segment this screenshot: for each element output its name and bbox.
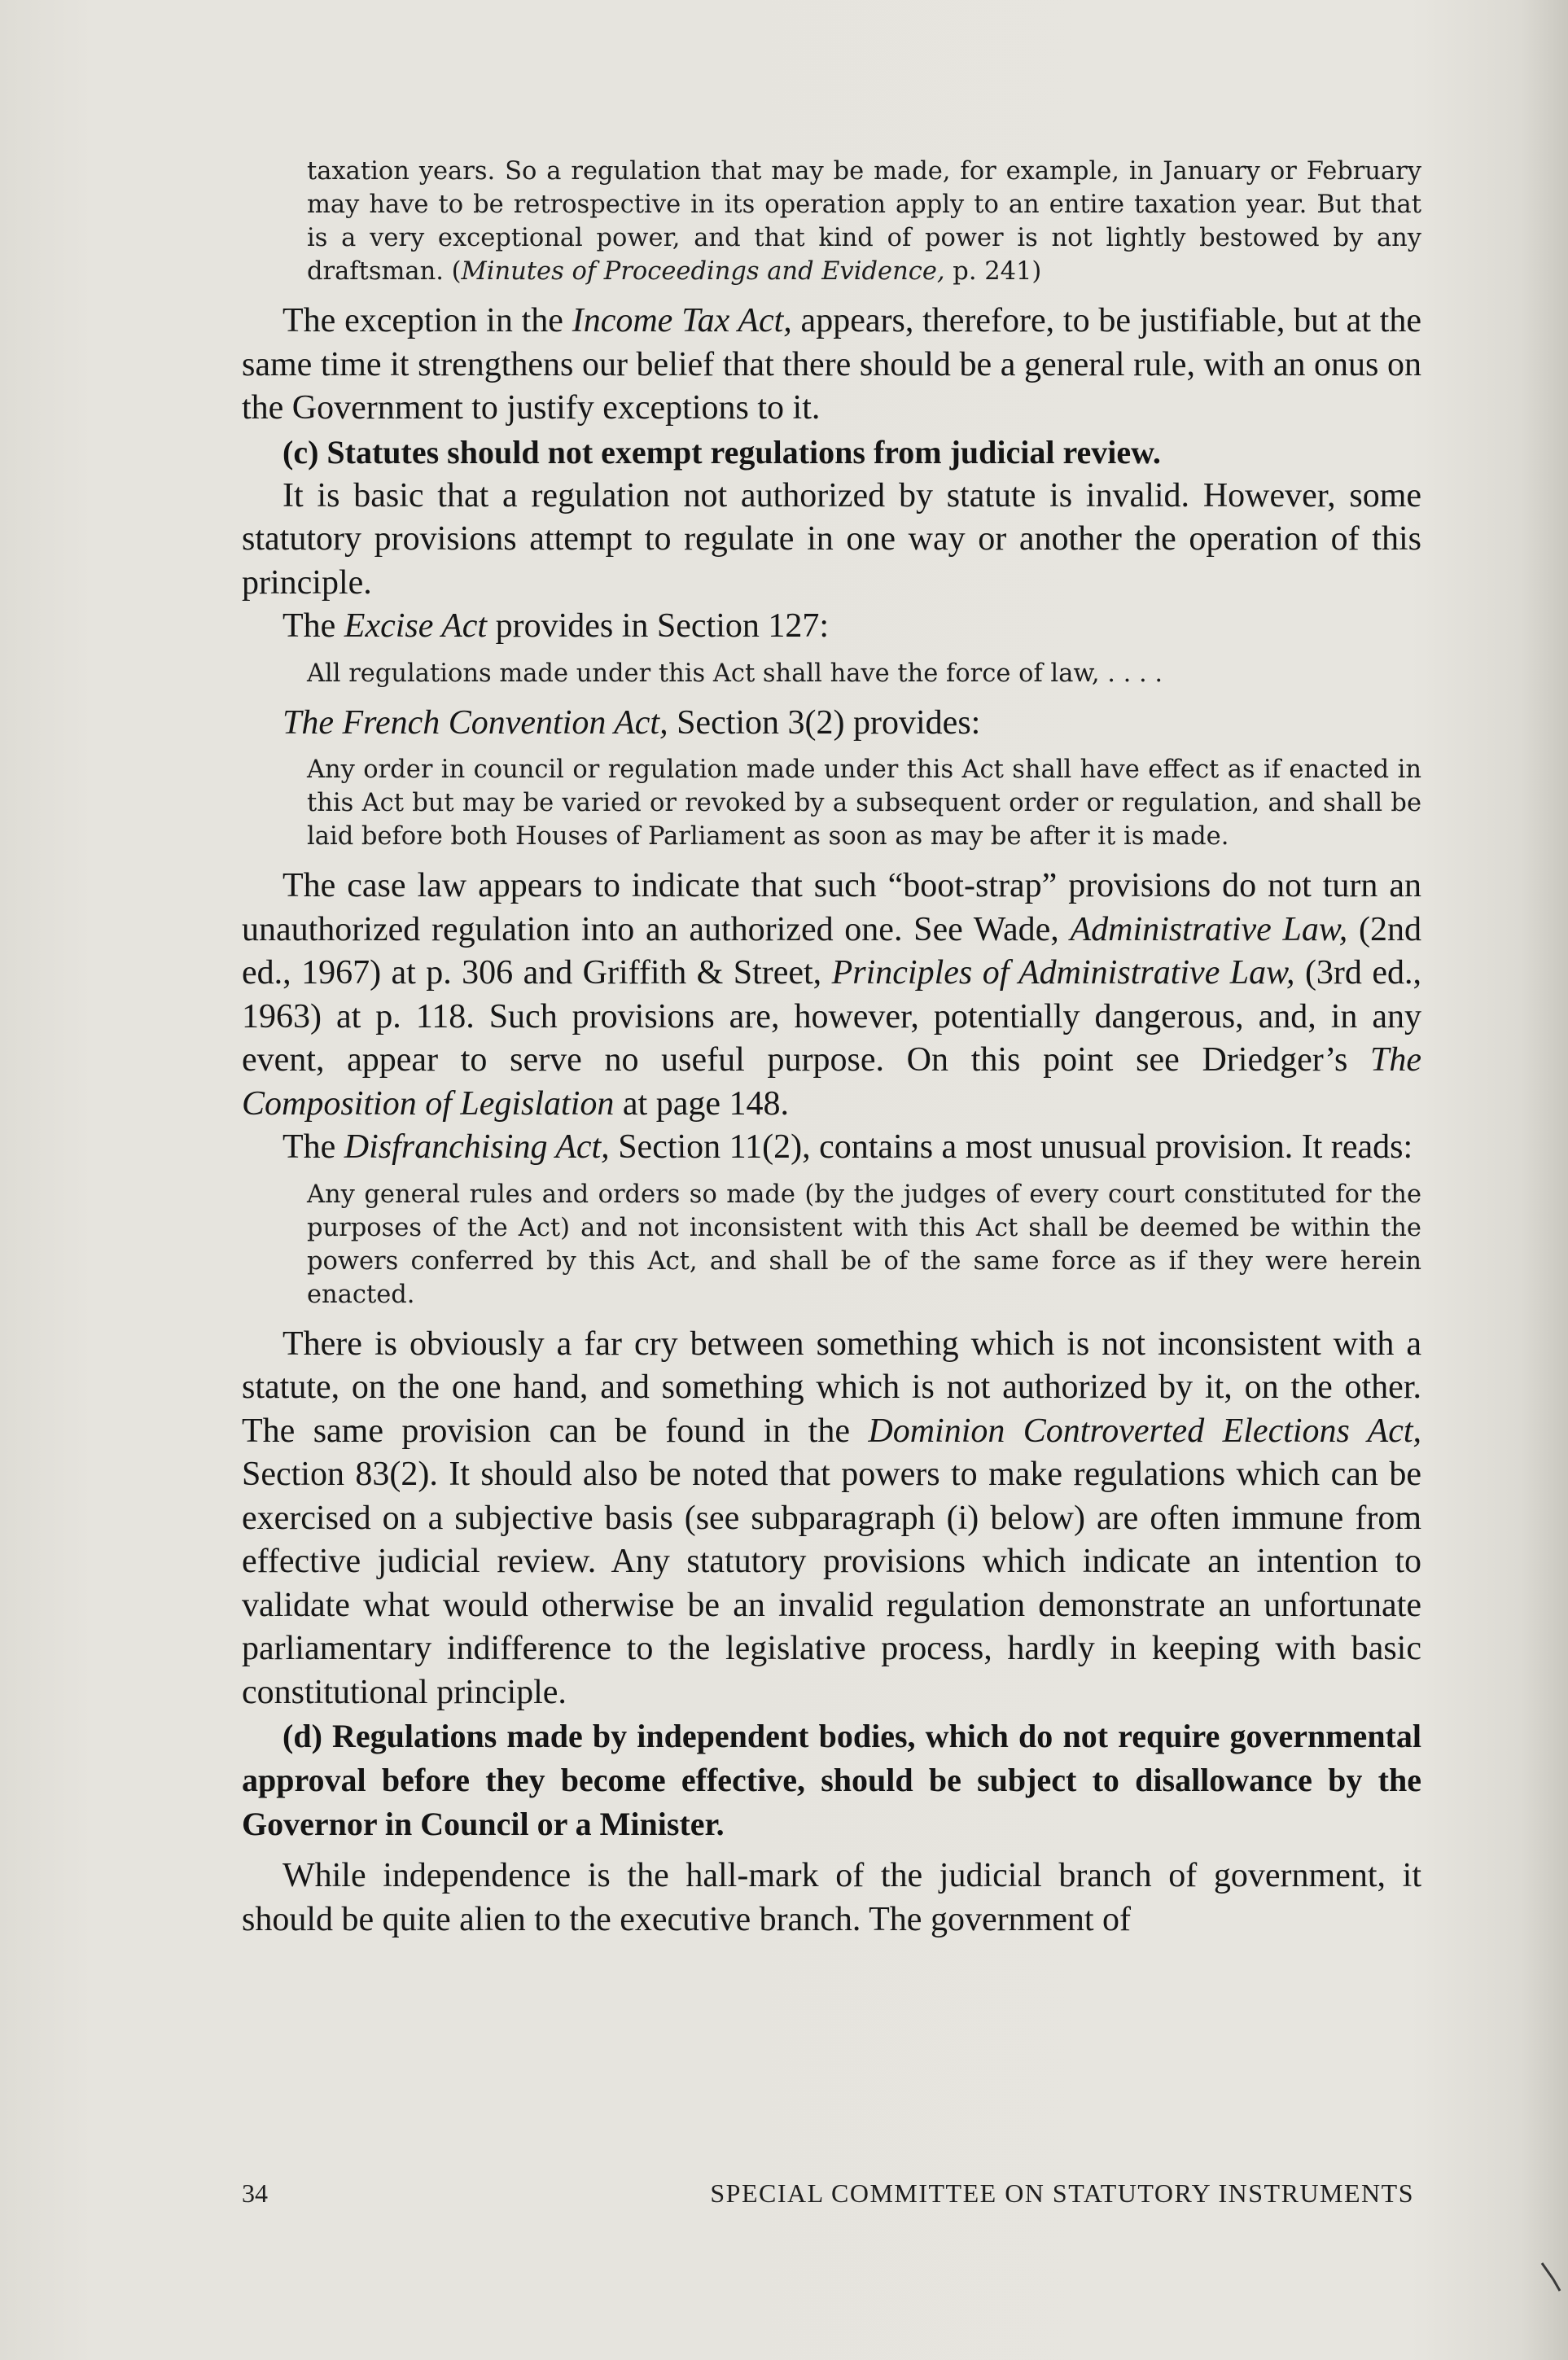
section-heading-c: (c) Statutes should not exempt regulations from judicial review. [283,433,1161,471]
paragraph: The case law appears to indicate that such “boot-strap” provisions do not turn an unauthorized regulation into an authorized one. See Wade, Administrative Law, (2nd ed., 1967) at p. 306 and Griffith & Street, Principles of Administrative Law, (3rd ed., 1963) at p. 118. Such provisions are, however, potentially dangerous, and, in any event, appear to serve no useful purpose. On this point see Driedger’s The Composition of Legislation at page 148. [242,867,1421,1123]
paragraph: The Disfranchising Act, Section 11(2), contains a most unusual provision. It reads: [283,1128,1413,1166]
paragraph: While independence is the hall-mark of the judicial branch of government, it should be quite alien to the executive branch. The government of [242,1857,1421,1938]
paragraph: There is obviously a far cry between something which is not inconsistent with a statute, on the one hand, and something which is not authorized by it, on the other. The same provision can be found in the Dominion Controverted Elections Act, Section 83(2). It should also be noted that powers to make regulations which can be exercised on a subjective basis (see subparagraph (i) below) are often immune from effective judicial review. Any statutory provisions which indicate an intention to validate what would otherwise be an invalid regulation demonstrate an unfortunate parliamentary indifference to the legislative process, hardly in keeping with basic constitutional principle. [242,1324,1422,1711]
quotation-block: Any general rules and orders so made (by the judges of every court constituted for the purposes of the Act) and not inconsistent with this Act shall be deemed be within the powers conferred by this Act, and shall be of the same force as if they were herein enacted. [307,1180,1421,1309]
page-number: 34 [242,2178,268,2208]
page-body [242,155,1421,1942]
page-edge-mark [1535,2255,1568,2304]
quotation-block: All regulations made under this Act shall have the force of law, . . . . [307,659,1163,688]
paragraph: The French Convention Act, Section 3(2) provides: [283,703,981,742]
quotation-block: Any order in council or regulation made under this Act shall have effect as if enacted in this Act but may be varied or revoked by a subsequent order or regulation, and shall be laid before both Houses of Parliament as soon as may be after it is made. [307,755,1421,851]
quotation-block: taxation years. So a regulation that may be made, for example, in January or February may have to be retrospective in its operation apply to an entire taxation year. But that is a very exceptional power, and that kind of power is not lightly bestowed by any draftsman. (Minutes of Proceedings and Evidence, p. 241) [307,157,1421,286]
running-footer-title: SPECIAL COMMITTEE ON STATUTORY INSTRUMENTS [710,2178,1414,2208]
paragraph: It is basic that a regulation not authorized by statute is invalid. However, some statutory provisions attempt to regulate in one way or another the operation of this principle. [242,476,1421,602]
paragraph: The exception in the Income Tax Act, appears, therefore, to be justifiable, but at the same time it strengthens our belief that there should be a general rule, with an onus on the Government to justify exceptions to it. [242,302,1421,427]
section-heading-d: (d) Regulations made by independent bodies, which do not require governmental approval before they become effective, should be subject to disallowance by the Governor in Council or a Minister. [242,1718,1421,1842]
paragraph: The Excise Act provides in Section 127: [283,607,830,645]
